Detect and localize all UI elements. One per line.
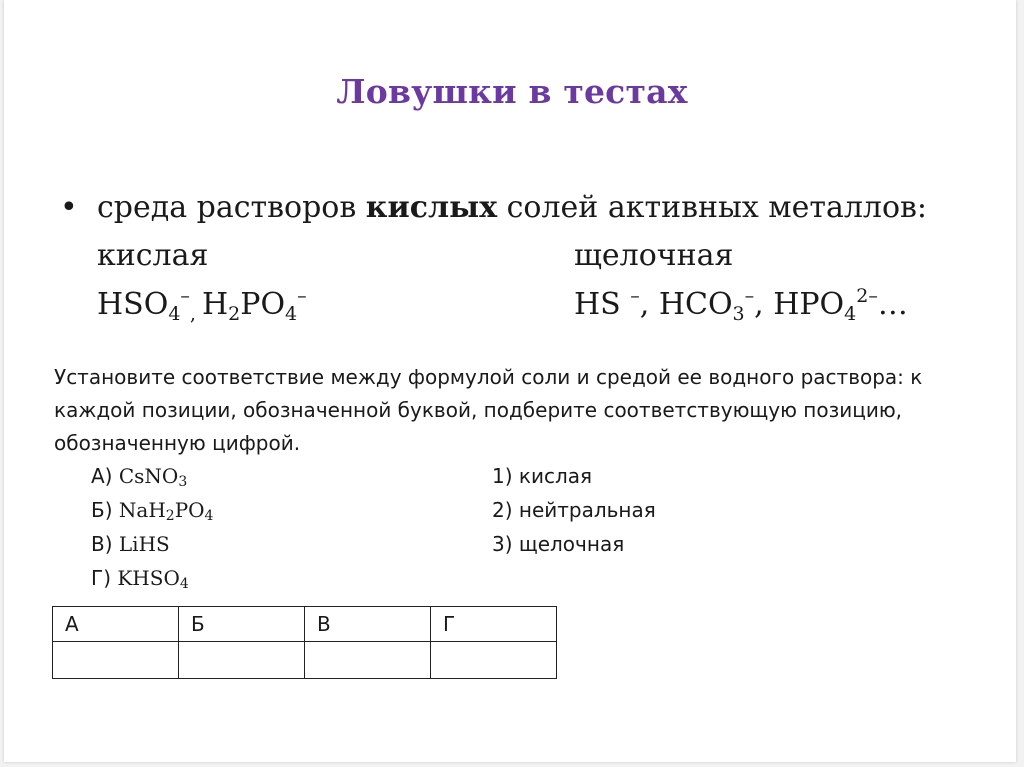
bullet-text xyxy=(97,190,928,225)
answer-cell[interactable] xyxy=(431,642,557,679)
formula-part: PO xyxy=(174,498,205,522)
answer-table-header: А xyxy=(53,607,179,642)
alkaline-separator-2: , HPO xyxy=(754,287,845,322)
option-right-2: 2) нейтральная xyxy=(492,498,656,522)
acidic-ion-2-b: PO xyxy=(240,287,286,322)
answer-table xyxy=(52,606,557,679)
acidic-separator: , xyxy=(189,303,202,325)
bullet-bold-word: кислых xyxy=(365,190,498,225)
acidic-ion-2-a: H xyxy=(202,287,229,322)
option-left-b xyxy=(91,498,214,524)
bullet-dot: • xyxy=(60,190,78,225)
formula-subscript: 4 xyxy=(179,576,189,592)
acidic-ion-2-charge: – xyxy=(297,285,307,307)
answer-table-header-row xyxy=(53,607,557,642)
alkaline-ion-2-subscript: 3 xyxy=(732,303,745,325)
alkaline-ion-2-charge: – xyxy=(744,285,755,307)
option-letter: А) xyxy=(91,464,119,488)
answer-table-header: Г xyxy=(431,607,557,642)
alkaline-ellipsis: … xyxy=(877,287,908,322)
alkaline-ion-1-charge: – xyxy=(630,285,640,307)
alkaline-ion-1: HS xyxy=(574,287,631,322)
formula-part: NaH xyxy=(118,498,166,522)
acidic-ion-2-subscript-2: 4 xyxy=(285,303,298,325)
option-left-v xyxy=(91,534,170,554)
answer-table-input-row xyxy=(53,642,557,679)
alkaline-ion-3-charge: 2– xyxy=(856,285,878,307)
task-line-3: обозначенную цифрой. xyxy=(54,431,301,455)
alkaline-ion-3-subscript: 4 xyxy=(844,303,857,325)
formula-subscript: 2 xyxy=(165,508,175,524)
acidic-ion-2-subscript-1: 2 xyxy=(228,303,241,325)
option-left-g xyxy=(91,566,189,592)
acidic-ion-1: HSO xyxy=(97,287,169,322)
alkaline-separator-1: , HCO xyxy=(639,287,733,322)
answer-cell[interactable] xyxy=(179,642,305,679)
formula-part: CsNO xyxy=(118,464,179,488)
bullet-text-before: среда растворов xyxy=(97,190,366,225)
acidic-ions xyxy=(97,285,307,325)
acidic-ion-1-subscript: 4 xyxy=(168,303,181,325)
task-line-1: Установите соответствие между формулой соли и средой ее водного раствора: к xyxy=(54,365,923,389)
option-right-1: 1) кислая xyxy=(492,464,593,488)
answer-table-header: Б xyxy=(179,607,305,642)
answer-cell[interactable] xyxy=(305,642,431,679)
formula-subscript: 4 xyxy=(204,508,214,524)
option-letter: Б) xyxy=(91,498,119,522)
alkaline-ions xyxy=(574,285,908,325)
formula-part: KHSO xyxy=(117,566,180,590)
answer-table-header: В xyxy=(305,607,431,642)
slide-title: Ловушки в тестах xyxy=(336,72,688,111)
acidic-label: кислая xyxy=(97,238,209,273)
bullet-text-after: солей активных металлов: xyxy=(497,190,928,225)
formula-subscript: 3 xyxy=(178,474,188,490)
formula-part: LiHS xyxy=(118,532,170,556)
acidic-ion-1-charge: – xyxy=(180,285,190,307)
answer-cell[interactable] xyxy=(53,642,179,679)
option-letter: В) xyxy=(91,532,119,556)
option-letter: Г) xyxy=(91,566,118,590)
alkaline-label: щелочная xyxy=(574,238,734,273)
option-left-a xyxy=(91,464,188,490)
option-right-3: 3) щелочная xyxy=(492,532,625,556)
task-line-2: каждой позиции, обозначенной буквой, подберите соответствующую позицию, xyxy=(54,398,903,422)
